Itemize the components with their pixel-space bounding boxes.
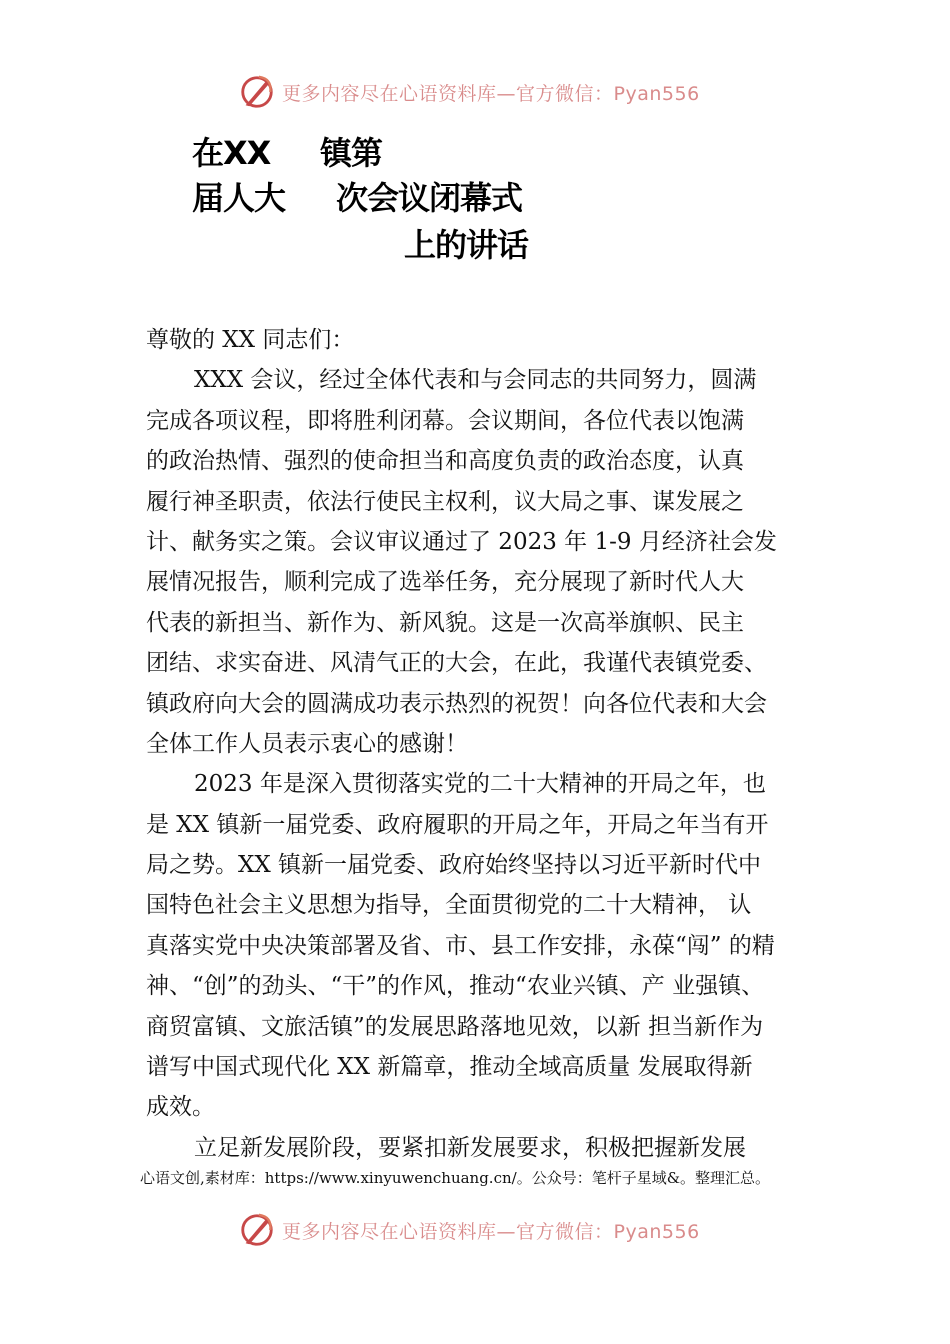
watermark-text: 更多内容尽在心语资料库—官方微信：Pyan556 bbox=[282, 1220, 700, 1243]
title-line2-left: 届人大 bbox=[192, 179, 286, 217]
paragraph-line: 是 XX 镇新一届党委、政府履职的开局之年，开局之年当有开 bbox=[146, 811, 769, 838]
paragraph-line: 完成各项议程，即将胜利闭幕。会议期间，各位代表以饱满 bbox=[146, 407, 744, 434]
paragraph-line: 代表的新担当、新作为、新风貌。这是一次高举旗帜、民主 bbox=[146, 609, 744, 636]
title-line1-left: 在XX bbox=[192, 134, 271, 172]
paragraph-line: 神、“创”的劲头、“干”的作风，推动“农业兴镇、产 业强镇、 bbox=[146, 973, 765, 1000]
watermark-banner-bottom bbox=[238, 1210, 758, 1250]
paragraph-line: 镇政府向大会的圆满成功表示热烈的祝贺！向各位代表和大会 bbox=[146, 690, 767, 717]
paragraph-line: 展情况报告，顺利完成了选举任务，充分展现了新时代人大 bbox=[146, 569, 744, 596]
paragraph-line: 的政治热情、强烈的使命担当和高度负责的政治态度，认真 bbox=[146, 448, 744, 475]
paragraph-line: 国特色社会主义思想为指导，全面贯彻党的二十大精神， 认 bbox=[146, 892, 752, 919]
paragraph-line: 全体工作人员表示衷心的感谢！ bbox=[146, 730, 468, 757]
quill-pen-logo-icon bbox=[238, 1211, 276, 1249]
paragraph-line: 成效。 bbox=[146, 1094, 215, 1121]
paragraph-line: 计、献务实之策。会议审议通过了 2023 年 1-9 月经济社会发 bbox=[146, 528, 777, 555]
paragraph-line: 真落实党中央决策部署及省、市、县工作安排，永葆“闯” 的精 bbox=[146, 932, 775, 959]
salutation: 尊敬的 XX 同志们： bbox=[146, 327, 355, 353]
paragraph-line: 履行神圣职责，依法行使民主权利，议大局之事、谋发展之 bbox=[146, 488, 744, 515]
quill-pen-logo-icon bbox=[238, 73, 276, 111]
paragraph-line: 局之势。XX 镇新一届党委、政府始终坚持以习近平新时代中 bbox=[146, 852, 762, 879]
paragraph-line: 商贸富镇、文旅活镇”的发展思路落地见效，以新 担当新作为 bbox=[146, 1013, 764, 1040]
source-footer-note: 心语文创,素材库：https://www.xinyuwenchuang.cn/。公众号：笔杆子星域&。整理汇总。 bbox=[140, 1169, 771, 1187]
title-line3: 上的讲话 bbox=[404, 226, 529, 264]
paragraph-line: 2023 年是深入贯彻落实党的二十大精神的开局之年，也 bbox=[194, 771, 766, 798]
watermark-banner-top bbox=[238, 72, 758, 112]
speech-body bbox=[146, 320, 846, 1168]
title-line1-right: 镇第 bbox=[320, 134, 383, 172]
title-line2-right: 次会议闭幕式 bbox=[336, 179, 523, 217]
paragraph-line: 谱写中国式现代化 XX 新篇章，推动全域高质量 发展取得新 bbox=[146, 1054, 753, 1081]
paragraph-line: 立足新发展阶段，要紧扣新发展要求，积极把握新发展 bbox=[194, 1134, 746, 1161]
paragraph-line: 团结、求实奋进、风清气正的大会，在此，我谨代表镇党委、 bbox=[146, 650, 767, 677]
watermark-text: 更多内容尽在心语资料库—官方微信：Pyan556 bbox=[282, 82, 700, 105]
paragraph-line: XXX 会议，经过全体代表和与会同志的共同努力，圆满 bbox=[194, 367, 757, 394]
